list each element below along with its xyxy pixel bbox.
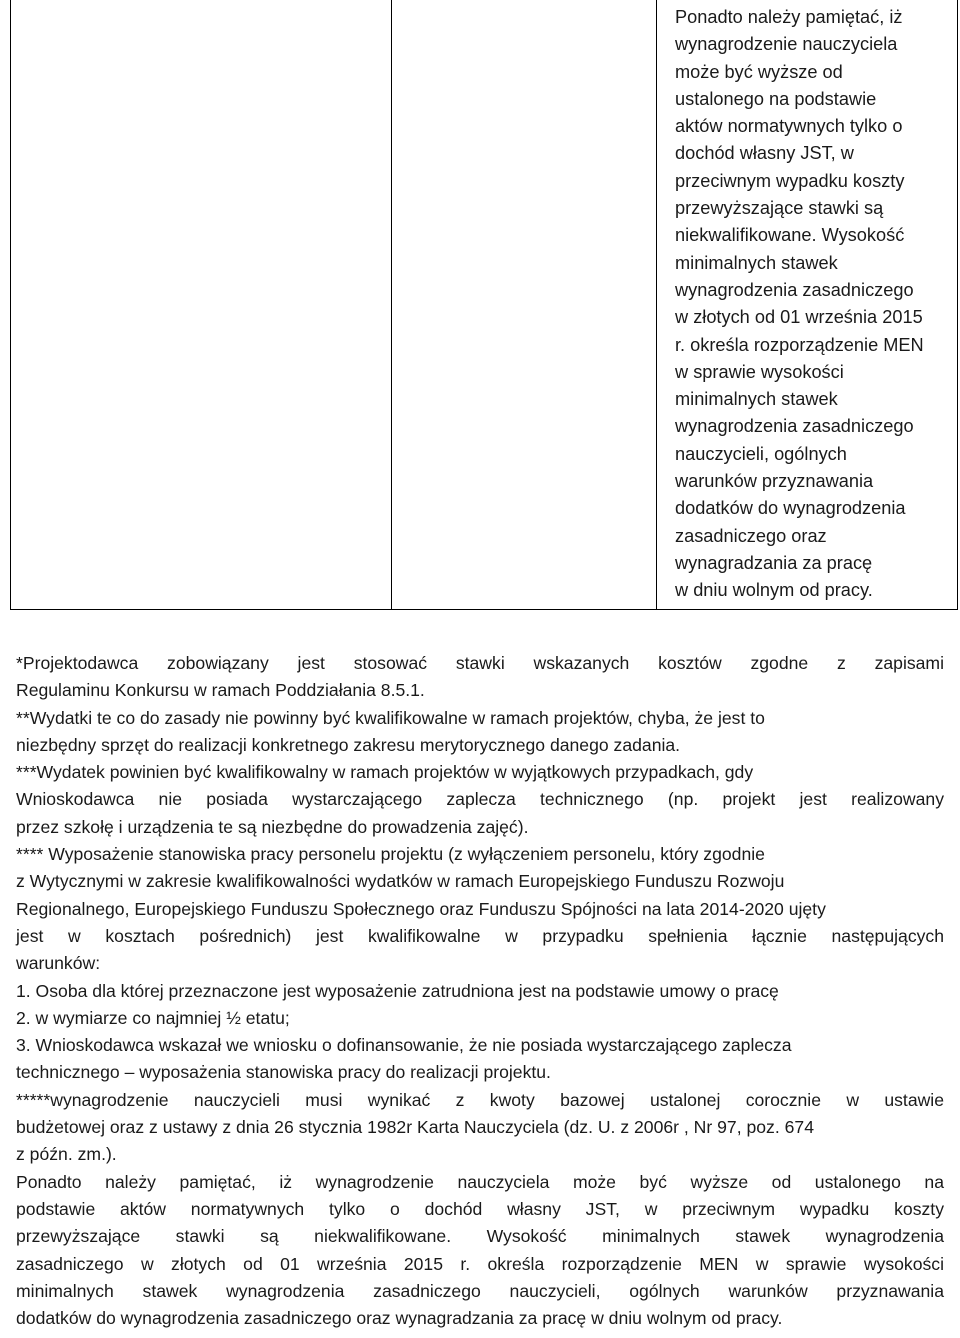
footnote-line: 3. Wnioskodawca wskazał we wniosku o dofinansowanie, że nie posiada wystarczającego zaplecza (16, 1035, 792, 1056)
table-cell-line: wynagrodzenie nauczyciela (675, 34, 898, 55)
footnote-line: 1. Osoba dla której przeznaczone jest wyposażenie zatrudniona jest na podstawie umowy o pracę (16, 980, 779, 1001)
footnote-line: podstawie aktów normatywnych tylko o dochód własny JST, w przeciwnym wypadku koszty (16, 1198, 944, 1219)
table-cell-line: zasadniczego oraz (675, 525, 827, 546)
footnote-line: jest w kosztach pośrednich) jest kwalifikowalne w przypadku spełnienia łącznie następujących (16, 925, 944, 946)
footnote-line: budżetowej oraz z ustawy z dnia 26 stycznia 1982r Karta Nauczyciela (dz. U. z 2006r , Nr 97, poz. 674 (16, 1117, 814, 1138)
table-cell-line: wynagrodzenia zasadniczego (675, 279, 914, 300)
footnote-line: przez szkołę i urządzenia te są niezbędne do prowadzenia zajęć). (16, 816, 529, 837)
footnote-line: z późn. zm.). (16, 1144, 117, 1165)
table-cell-remarks (675, 4, 955, 605)
footnote-line: *Projektodawca zobowiązany jest stosować stawki wskazanych kosztów zgodne z zapisami (16, 653, 944, 673)
cost-table (10, 0, 958, 610)
footnote-line: Regulaminu Konkursu w ramach Poddziałania 8.5.1. (16, 680, 425, 701)
table-column-divider (656, 0, 657, 609)
footnote-line: Ponadto należy pamiętać, iż wynagrodzenie nauczyciela może być wyższe od ustalonego na (16, 1171, 944, 1192)
table-cell-line: niekwalifikowane. Wysokość (675, 225, 905, 246)
footnote-line: **** Wyposażenie stanowiska pracy personelu projektu (z wyłączeniem personelu, który zgodnie (16, 844, 765, 865)
table-cell-line: minimalnych stawek (675, 389, 838, 410)
table-cell-line: wynagrodzenia zasadniczego (675, 416, 914, 437)
footnote-line: minimalnych stawek wynagrodzenia zasadniczego nauczycieli, ogólnych warunków przyznawania (16, 1280, 944, 1301)
table-cell-line: Ponadto należy pamiętać, iż (675, 7, 903, 27)
table-cell-line: warunków przyznawania (675, 471, 874, 492)
table-column-divider (391, 0, 392, 609)
footnote-line: dodatków do wynagrodzenia zasadniczego oraz wynagradzania za pracę w dniu wolnym od pracy. (16, 1308, 783, 1329)
footnote-line: niezbędny sprzęt do realizacji konkretnego zakresu merytorycznego danego zadania. (16, 734, 681, 755)
footnote-line: ***Wydatek powinien być kwalifikowalny w ramach projektów w wyjątkowych przypadkach, gdy (16, 762, 754, 783)
table-cell-line: minimalnych stawek (675, 252, 838, 273)
table-cell-line: w sprawie wysokości (675, 361, 844, 382)
table-cell-line: dochód własny JST, w (675, 143, 854, 164)
footnote-line: *****wynagrodzenie nauczycieli musi wynikać z kwoty bazowej ustalonej corocznie w ustawie (16, 1089, 944, 1110)
footnote-line: przewyższające stawki są niekwalifikowane. Wysokość minimalnych stawek wynagrodzenia (16, 1226, 944, 1247)
footnote-line: technicznego – wyposażenia stanowiska pracy do realizacji projektu. (16, 1062, 551, 1083)
footnote-line: warunków: (16, 953, 101, 974)
footnote-line: zasadniczego w złotych od 01 września 2015 r. określa rozporządzenie MEN w sprawie wysokości (16, 1253, 944, 1274)
table-cell-line: przewyższające stawki są (675, 198, 884, 219)
table-cell-line: r. określa rozporządzenie MEN (675, 334, 924, 355)
footnote-line: Wnioskodawca nie posiada wystarczającego zaplecza technicznego (np. projekt jest realizowany (16, 789, 944, 810)
table-cell-line: w złotych od 01 września 2015 (675, 307, 923, 328)
footnote-line: z Wytycznymi w zakresie kwalifikowalności wydatków w ramach Europejskiego Funduszu Rozwoju (16, 871, 785, 892)
table-cell-line: dodatków do wynagrodzenia (675, 498, 906, 519)
table-cell-line: przeciwnym wypadku koszty (675, 170, 905, 191)
footnote-line: 2. w wymiarze co najmniej ½ etatu; (16, 1007, 290, 1028)
footnotes (16, 650, 944, 1332)
table-cell-line: wynagradzania za pracę (675, 552, 873, 573)
footnote-line: **Wydatki te co do zasady nie powinny być kwalifikowalne w ramach projektów, chyba, że jest to (16, 707, 765, 728)
footnote-line: Regionalnego, Europejskiego Funduszu Społecznego oraz Funduszu Spójności na lata 2014-2020 ujęty (16, 898, 826, 919)
table-cell-line: w dniu wolnym od pracy. (675, 580, 873, 601)
table-cell-line: może być wyższe od (675, 61, 843, 82)
table-cell-line: aktów normatywnych tylko o (675, 116, 903, 137)
table-cell-line: nauczycieli, ogólnych (675, 443, 847, 464)
table-cell-line: ustalonego na podstawie (675, 88, 877, 109)
